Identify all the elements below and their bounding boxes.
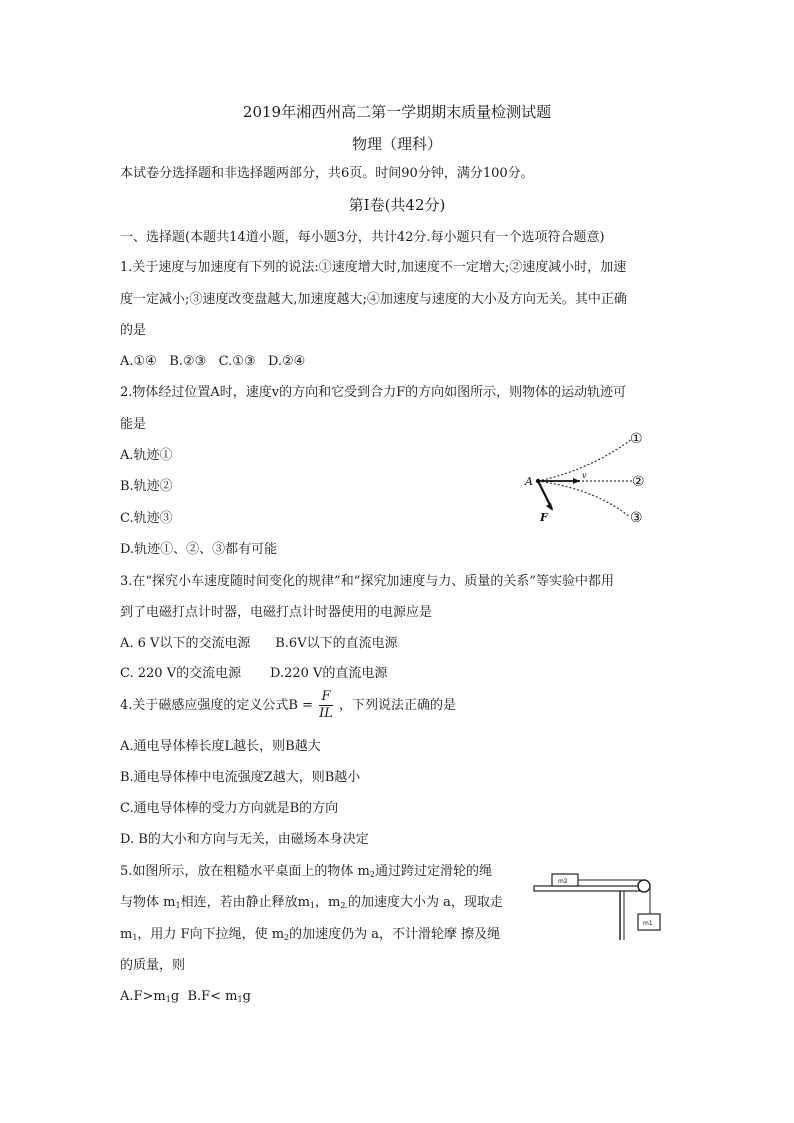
q1-options: A.①④ B.②③ C.①③ D.②④ (120, 354, 306, 369)
q4-option-a: A.通电导体棒长度L越长，则B越大 (120, 739, 321, 754)
q1-line1: 1.关于速度与加速度有下列的说法:①速度增大时,加速度不一定增大;②速度减小时，加速 (120, 260, 627, 275)
q2-line2: 能是 (120, 417, 147, 432)
q4-option-b: B.通电导体棒中电流强度Z越大，则B越小 (120, 770, 361, 785)
q5-line1: 5.如图所示，放在粗糙水平桌面上的物体 $m_2$通过跨过定滑轮的绳 (120, 864, 492, 879)
q1-line2: 度一定减小;③速度改变盘越大,加速度越大;④加速度与速度的大小及方向无关。其中正确 (120, 292, 627, 307)
q2-line1: 2.物体经过位置A时，速度v的方向和它受到合力F的方向如图所示，则物体的运动轨迹可 (120, 385, 627, 400)
q3-line1: 3.在“探究小车速度随时间变化的规律”和“探究加速度与力、质量的关系”等实验中都用 (120, 574, 614, 589)
q2-option-b: B.轨迹② (120, 479, 173, 494)
q3-options-cd: C. 220 V的交流电源 D.220 V的直流电源 (120, 666, 388, 681)
trajectory-figure (520, 425, 660, 530)
q1-line3: 的是 (120, 323, 147, 338)
q4-formula-numerator: F (319, 689, 333, 706)
q4-formula (319, 689, 333, 722)
table-top (534, 886, 642, 891)
figure-label-a: A (525, 475, 533, 488)
pulley-figure (530, 866, 670, 941)
q5-line4: 的质量，则 (120, 958, 186, 973)
q2-option-c: C.轨迹③ (120, 511, 173, 526)
q2-option-d: D.轨迹①、②、③都有可能 (120, 542, 278, 557)
block-m1-label: m1 (643, 920, 653, 927)
point-a (536, 479, 540, 483)
q4-formula-denominator: IL (319, 706, 333, 721)
figure-label-3: ③ (630, 510, 643, 526)
exam-title: 2019年湘西州高二第一学期期末质量检测试题 (242, 103, 552, 121)
figure-label-f: F (540, 511, 548, 524)
q5-line3: $m_1$，用力 F向下拉绳，使 $m_2$的加速度仍为 a，不计滑轮摩 擦及绳 (120, 927, 501, 942)
q4-stem-pre: 4.关于磁感应强度的定义公式B = (120, 698, 313, 713)
q4-stem-post: ，下列说法正确的是 (339, 698, 457, 713)
volume-heading: 第Ⅰ卷(共42分) (348, 196, 446, 214)
q3-line2: 到了电磁打点计时器，电磁打点计时器使用的电源应是 (120, 605, 433, 620)
q4-option-c: C.通电导体棒的受力方向就是B的方向 (120, 801, 339, 816)
figure-label-v: v (582, 471, 587, 480)
section-heading: 一、选择题(本题共14道小题，每小题3分，共计42分.每小题只有一个选项符合题意) (120, 230, 605, 245)
figure-label-2: ② (632, 474, 645, 490)
q3-options-ab: A. 6 V以下的交流电源 B.6V以下的直流电源 (120, 636, 398, 651)
q4-stem (120, 689, 456, 723)
q2-option-a: A.轨迹① (120, 448, 173, 463)
q5-line2: 与物体 $m_1$相连，若由静止释放$m_1$，$m_{2.}$的加速度大小为 a，现取走 (120, 895, 503, 910)
trajectory-3 (538, 481, 630, 517)
block-m2-label: m2 (558, 878, 568, 885)
exam-subtitle: 物理（理科） (351, 135, 442, 153)
figure-label-1: ① (630, 431, 643, 447)
q5-options: $A.F>m_1g$ $B.F< m_1g$ (120, 989, 251, 1004)
force-arrowhead (546, 503, 553, 511)
exam-intro: 本试卷分选择题和非选择题两部分，共6页。时间90分钟，满分100分。 (120, 166, 534, 181)
q4-option-d: D. B的大小和方向与无关，由磁场本身决定 (120, 832, 369, 847)
velocity-arrowhead (573, 478, 580, 484)
pulley-wheel (638, 880, 650, 892)
